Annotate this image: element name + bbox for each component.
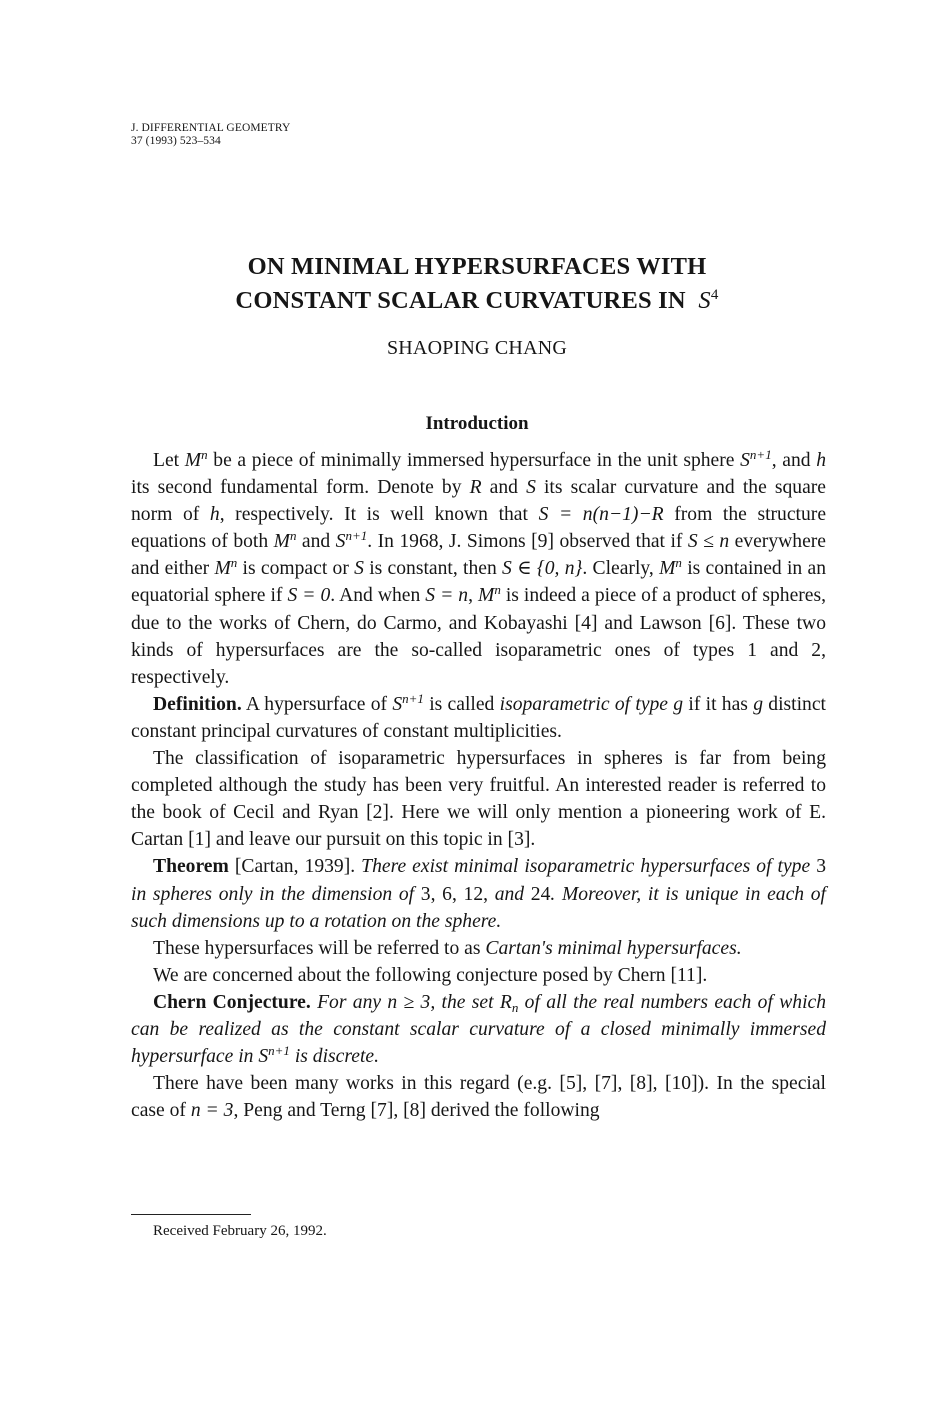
body-text: [131, 447, 826, 1124]
concerned-paragraph: We are concerned about the following conjecture posed by Chern [11].: [153, 964, 708, 986]
definition-label: Definition.: [153, 693, 242, 715]
definition-paragraph: Definition. A hypersurface of $S^{n+1}$ is called isoparametric of type g if it has g distinct constant principal curvatures of constant multiplicities.: [131, 690, 826, 742]
title-line-2-text: CONSTANT SCALAR CURVATURES IN: [235, 287, 686, 315]
works-paragraph: There have been many works in this regard (e.g. [5], [7], [8], [10]). In the special case of n = 3, Peng and Terng [7], [8] derived the following: [131, 1073, 826, 1122]
journal-volume: 37 (1993) 523–534: [131, 135, 221, 147]
journal-name: J. DIFFERENTIAL GEOMETRY: [131, 122, 291, 134]
title-line-1: ON MINIMAL HYPERSURFACES WITH: [247, 253, 707, 280]
footnote-rule: [131, 1214, 251, 1215]
theorem-paragraph: Theorem [Cartan, 1939]. There exist minimal isoparametric hypersurfaces of type 3 in spheres only in the dimension of 3, 6, 12, and 24. Moreover, it is unique in each of such dimensions up to a rotation on the sphere.: [131, 856, 826, 932]
footnote: Received February 26, 1992.: [153, 1223, 327, 1239]
theorem-label: Theorem: [153, 856, 229, 878]
classification-paragraph: The classification of isoparametric hypersurfaces in spheres is far from being completed although the study has been very fruitful. An interested reader is referred to the book of Cecil and Ryan [2]. Here we will only mention a pioneering work of E. Cartan [1] and leave our pursuit on this topic in [3].: [131, 748, 826, 851]
journal-header: [131, 122, 290, 148]
section-heading: Introduction: [425, 413, 529, 434]
title-sphere-dim: 4: [710, 287, 719, 303]
paper-title: [100, 252, 854, 315]
author-name: SHAOPING CHANG: [386, 337, 568, 359]
title-line-2: [100, 281, 854, 315]
conjecture-label: Chern Conjecture.: [153, 991, 311, 1013]
conjecture-paragraph: Chern Conjecture. For any n ≥ 3, the set $R_n$ of all the real numbers each of which can be realized as the constant scalar curvature of a closed minimally immersed hypersurface in $S^{n+1}$ is discrete.: [131, 991, 827, 1068]
title-sphere: S: [698, 287, 711, 315]
referred-paragraph: These hypersurfaces will be referred to as Cartan's minimal hypersurfaces.: [153, 937, 742, 959]
intro-paragraph: Let $M^n$ be a piece of minimally immersed hypersurface in the unit sphere $S^{n+1}$, and h its second fundamental form. Denote by R and S its scalar curvature and the square norm of h, respectively. It is well known that S = n(n−1)−R from the structure equations of both $M^n$ and $S^{n+1}$. In 1968, J. Simons [9] observed that if S ≤ n everywhere and either $M^n$ is compact or S is constant, then S ∈ {0, n}. Clearly, $M^n$ is contained in an equatorial sphere if S = 0. And when S = n, $M^n$ is indeed a piece of a product of spheres, due to the works of Chern, do Carmo, and Kobayashi [4] and Lawson [6]. These two kinds of hypersurfaces are the so-called isoparametric ones of types 1 and 2, respectively.: [131, 447, 827, 688]
